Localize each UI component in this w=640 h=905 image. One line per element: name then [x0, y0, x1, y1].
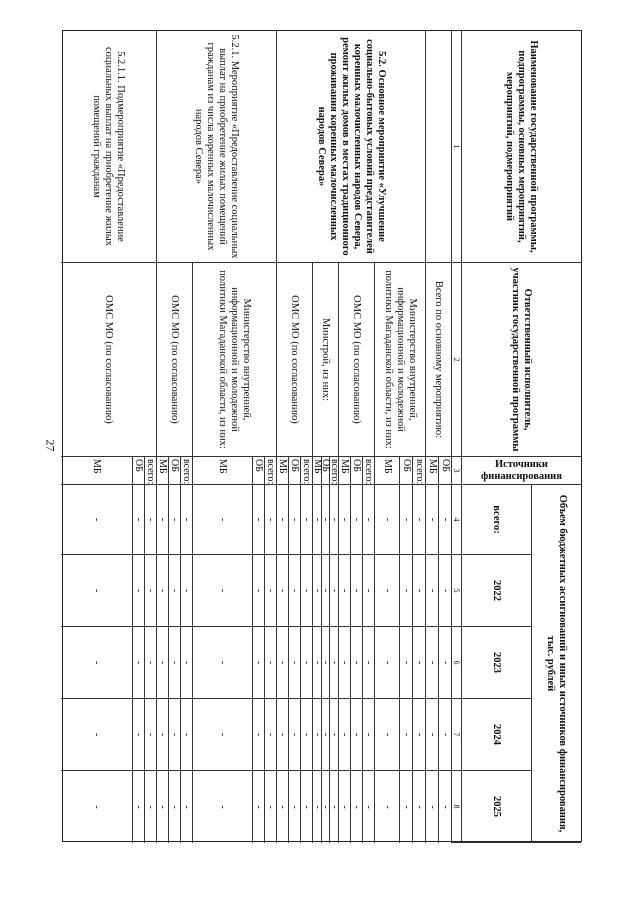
- source-cell: всего:: [363, 459, 375, 485]
- value-cell: -: [312, 555, 321, 627]
- value-cell: -: [399, 699, 412, 771]
- value-cell: -: [252, 771, 264, 843]
- value-cell: -: [338, 699, 350, 771]
- value-cell: -: [252, 627, 264, 699]
- colnum-8: 8: [451, 771, 461, 843]
- value-cell: -: [425, 771, 438, 843]
- header-year-2024: 2024: [461, 699, 531, 771]
- colnum-6: 6: [451, 627, 461, 699]
- executor-minstroy: Минстрой, из них:: [312, 263, 338, 457]
- value-cell: -: [132, 485, 144, 555]
- value-cell: -: [264, 699, 276, 771]
- source-cell: ОБ: [321, 457, 329, 485]
- value-cell: -: [399, 555, 412, 627]
- value-cell: -: [192, 627, 252, 699]
- value-cell: -: [132, 555, 144, 627]
- value-cell: -: [425, 485, 438, 555]
- value-cell: -: [192, 485, 252, 555]
- value-cell: -: [61, 699, 132, 771]
- value-cell: -: [91, 805, 103, 809]
- value-cell: -: [438, 771, 451, 843]
- value-cell: -: [329, 699, 338, 771]
- value-cell: -: [264, 555, 276, 627]
- value-cell: -: [312, 485, 321, 555]
- executor-oms-5-2-1: ОМС МО (по согласованию): [156, 263, 192, 457]
- source-cell: ОБ: [438, 457, 451, 485]
- value-cell: -: [144, 699, 156, 771]
- value-cell: -: [374, 485, 399, 555]
- header-total: всего:: [461, 485, 531, 555]
- value-cell: -: [425, 699, 438, 771]
- value-cell: -: [264, 485, 276, 555]
- source-cell: МБ: [61, 457, 132, 485]
- colnum-7: 7: [451, 699, 461, 771]
- source-cell: ОБ: [168, 457, 180, 485]
- value-cell: -: [252, 485, 264, 555]
- value-cell: -: [350, 485, 362, 555]
- value-cell: -: [425, 555, 438, 627]
- header-col-source: [461, 457, 581, 485]
- value-cell: -: [412, 627, 425, 699]
- value-cell: -: [350, 771, 362, 843]
- value-cell: -: [438, 699, 451, 771]
- value-cell: -: [276, 627, 288, 699]
- value-cell: -: [312, 771, 321, 843]
- value-cell: -: [321, 699, 329, 771]
- value-cell: -: [288, 627, 300, 699]
- value-cell: -: [168, 485, 180, 555]
- value-cell: -: [252, 555, 264, 627]
- value-cell: -: [362, 485, 374, 555]
- executor-ministry-5-2: Министерство внутренней, информационной и молодежной политики Магаданской области, из них:: [374, 263, 425, 457]
- source-cell: ОБ: [132, 457, 144, 485]
- source-cell: МБ: [276, 457, 288, 485]
- value-cell: -: [300, 627, 312, 699]
- value-cell: -: [399, 627, 412, 699]
- value-cell: -: [144, 485, 156, 555]
- source-cell: ОБ: [288, 457, 300, 485]
- value-cell: -: [329, 555, 338, 627]
- source-cell: ОБ: [350, 457, 362, 485]
- value-cell: -: [288, 485, 300, 555]
- value-cell: -: [132, 699, 144, 771]
- value-cell: -: [321, 627, 329, 699]
- header-col-name: Наименование государственной программы, подпрограммы, основных мероприятий, мероприятий, подмероприятий: [461, 31, 581, 263]
- source-cell: всего:: [181, 459, 193, 485]
- name-cell-5-2: 5.2. Основное мероприятие «Улучшение социально-бытовых условий представителей коренных малочисленных народов Севера, ремонт жилых домов в местах традиционного проживания коренных малочисленных народов Севера»: [276, 31, 425, 263]
- value-cell: -: [61, 485, 132, 555]
- value-cell: -: [425, 627, 438, 699]
- name-cell-5-2-1-1: 5.2.1.1. Подмероприятие «Предоставление социальных выплат на приобретение жилых помещений гражданам: [61, 31, 156, 263]
- source-cell: всего:: [145, 459, 157, 485]
- value-cell: -: [350, 627, 362, 699]
- value-cell: -: [321, 485, 329, 555]
- header-col-source-text: Источники финансирования: [481, 458, 562, 482]
- value-cell: -: [329, 627, 338, 699]
- header-col-executor: Ответственный исполнитель, участник государственной программы: [461, 263, 581, 457]
- executor-oms-minstroy: ОМС МО (по согласованию): [276, 263, 312, 457]
- executor-oms-5-2-1-1: ОМС МО (по согласованию): [61, 263, 156, 457]
- value-cell: -: [144, 771, 156, 843]
- value-cell: -: [192, 699, 252, 771]
- value-cell: -: [168, 699, 180, 771]
- value-cell: -: [180, 555, 192, 627]
- rotated-page-area: [62, 30, 582, 842]
- source-cell: МБ: [156, 457, 168, 485]
- value-cell: -: [180, 771, 192, 843]
- header-year-2023: 2023: [461, 627, 531, 699]
- value-cell: -: [300, 699, 312, 771]
- value-cell: -: [438, 555, 451, 627]
- colnum-2: 2: [451, 263, 461, 457]
- value-cell: -: [180, 699, 192, 771]
- header-funding: Объем бюджетных ассигнований и иных источников финансирования, тыс. рублей: [531, 485, 581, 843]
- executor-total: Всего по основному мероприятию:: [425, 263, 451, 457]
- value-cell: -: [374, 771, 399, 843]
- value-cell: -: [338, 771, 350, 843]
- header-year-2022: 2022: [461, 555, 531, 627]
- source-cell: МБ: [338, 457, 350, 485]
- value-cell: -: [438, 627, 451, 699]
- value-cell: -: [312, 627, 321, 699]
- value-cell: -: [374, 627, 399, 699]
- value-cell: -: [288, 555, 300, 627]
- source-cell: всего:: [301, 459, 313, 485]
- source-cell: МБ: [312, 457, 321, 485]
- name-cell-total: [425, 31, 451, 263]
- value-cell: -: [438, 485, 451, 555]
- value-cell: -: [412, 699, 425, 771]
- value-cell: -: [156, 771, 168, 843]
- value-cell: -: [61, 627, 132, 699]
- value-cell: -: [300, 555, 312, 627]
- source-cell: всего:: [329, 459, 340, 485]
- value-cell: -: [312, 699, 321, 771]
- value-cell: -: [276, 771, 288, 843]
- value-cell: -: [156, 555, 168, 627]
- value-cell: -: [252, 699, 264, 771]
- value-cell: -: [156, 627, 168, 699]
- value-cell: -: [338, 627, 350, 699]
- value-cell: -: [276, 699, 288, 771]
- page-number: 27: [43, 439, 58, 452]
- value-cell: -: [362, 627, 374, 699]
- value-cell: -: [338, 555, 350, 627]
- value-cell: -: [300, 485, 312, 555]
- value-cell: -: [350, 555, 362, 627]
- value-cell: -: [192, 555, 252, 627]
- value-cell: -: [61, 555, 132, 627]
- value-cell: -: [156, 699, 168, 771]
- colnum-3: 3: [451, 457, 461, 485]
- value-cell: -: [412, 555, 425, 627]
- value-cell: -: [288, 771, 300, 843]
- value-cell: -: [144, 555, 156, 627]
- value-cell: -: [168, 555, 180, 627]
- value-cell: -: [180, 485, 192, 555]
- value-cell: -: [132, 627, 144, 699]
- value-cell: -: [321, 555, 329, 627]
- source-cell: всего:: [265, 459, 277, 485]
- name-cell-5-2-1: 5.2.1. Мероприятие «Предоставление социальных выплат на приобретение жилых помещений гражданам из числа коренных малочисленных народов Севера»: [156, 31, 276, 263]
- value-cell: -: [168, 627, 180, 699]
- value-cell: -: [374, 555, 399, 627]
- funding-table: [62, 30, 582, 842]
- value-cell: -: [288, 699, 300, 771]
- value-cell: -: [180, 627, 192, 699]
- header-year-2025: 2025: [461, 771, 531, 843]
- value-cell: -: [362, 771, 374, 843]
- value-cell: -: [350, 699, 362, 771]
- colnum-1: 1: [451, 31, 461, 263]
- colnum-5: 5: [451, 555, 461, 627]
- value-cell: -: [156, 485, 168, 555]
- source-cell: ОБ: [252, 457, 264, 485]
- source-cell: МБ: [192, 457, 252, 485]
- value-cell: -: [300, 771, 312, 843]
- source-cell: всего:: [414, 459, 425, 485]
- value-cell: -: [338, 485, 350, 555]
- colnum-4: 4: [451, 485, 461, 555]
- value-cell: -: [276, 555, 288, 627]
- value-cell: -: [399, 771, 412, 843]
- value-cell: -: [264, 627, 276, 699]
- value-cell: -: [144, 627, 156, 699]
- value-cell: -: [321, 771, 329, 843]
- executor-oms-5-2: ОМС МО (по согласованию): [338, 263, 374, 457]
- value-cell: -: [264, 771, 276, 843]
- value-cell: -: [362, 699, 374, 771]
- value-cell: -: [276, 485, 288, 555]
- value-cell: -: [192, 771, 252, 843]
- value-cell: -: [374, 699, 399, 771]
- value-cell: -: [412, 771, 425, 843]
- value-cell: -: [168, 771, 180, 843]
- value-cell: -: [329, 771, 338, 843]
- source-cell: МБ: [374, 457, 399, 485]
- value-cell: -: [412, 485, 425, 555]
- source-cell: ОБ: [399, 457, 412, 485]
- value-cell: -: [329, 485, 338, 555]
- value-cell: -: [399, 485, 412, 555]
- value-cell: -: [362, 555, 374, 627]
- value-cell: -: [132, 771, 144, 843]
- source-cell: МБ: [425, 457, 438, 485]
- executor-ministry-5-2-1: Министерство внутренней, информационной и молодежной политики Магаданской области, из них:: [192, 263, 276, 457]
